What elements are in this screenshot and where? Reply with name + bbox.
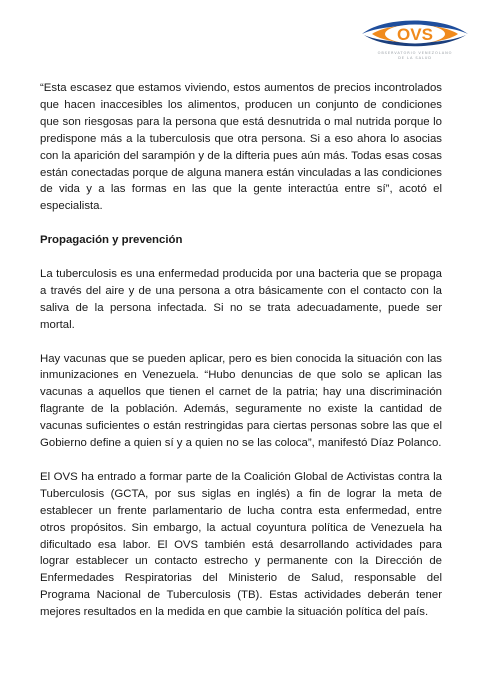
- section-heading: Propagación y prevención: [40, 234, 183, 247]
- ovs-logo: [356, 14, 474, 70]
- logo-subtitle-line-1: OBSERVATORIO VENEZOLANO: [377, 51, 453, 55]
- paragraph-vacunas: Hay vacunas que se pueden aplicar, pero es bien conocida la situación con las inmunizaciones en Venezuela. “Hubo denuncias de que solo se aplican las vacunas a aquellos que tienen el carnet de la patria; hay una discriminación flagrante de la población. Además, seguramente no existe la cantidad de vacunas suficientes o están restringidas para ciertas personas sobre las que el Gobierno define a quien sí y a quien no se las coloca”, manifestó Díaz Polanco.: [40, 352, 442, 450]
- ovs-eye-emblem-icon: [356, 14, 474, 54]
- paragraph-quote-especialista: “Esta escasez que estamos viviendo, estos aumentos de precios incontrolados que hacen inaccesibles los alimentos, producen un conjunto de condiciones que son riesgosas para la persona que está desnutrida o mal nutrida porque lo predispone más a la tuberculosis que otra persona. Si a eso ahora lo asocias con la aparición del sarampión y de la difteria pues aún más. Todas esas cosas están conectadas porque de alguna manera están vinculadas a las condiciones de vida y a las formas en las que la gente interactúa entre sí”, acotó el especialista.: [40, 82, 442, 213]
- paragraph-ovs-coalicion: El OVS ha entrado a formar parte de la Coalición Global de Activistas contra la Tuberculosis (GCTA, por sus siglas en inglés) a fin de lograr la meta de establecer un frente parlamentario de lucha contra esta enfermedad, entre otros propósitos. Sin embargo, la actual coyuntura política de Venezuela ha dificultado esa labor. El OVS también está desarrollando actividades para lograr establecer un contacto estrecho y permanente con la Dirección de Enfermedades Respiratorias del Ministerio de Salud, responsable del Programa Nacional de Tuberculosis (TB). Estas actividades deberán tener mejores resultados en la medida en que cambie la situación política del país.: [40, 470, 442, 619]
- logo-subtitle-line-2: DE LA SALUD: [398, 55, 432, 60]
- document-body: [40, 80, 442, 621]
- logo-text: OVS: [397, 25, 433, 44]
- logo-subtitle: [356, 51, 474, 60]
- paragraph-tuberculosis-definition: La tuberculosis es una enfermedad producida por una bacteria que se propaga a través del aire y de una persona a otra básicamente con el contacto con la saliva de la persona infectada. Si no se trata adecuadamente, puede ser mortal.: [40, 268, 442, 331]
